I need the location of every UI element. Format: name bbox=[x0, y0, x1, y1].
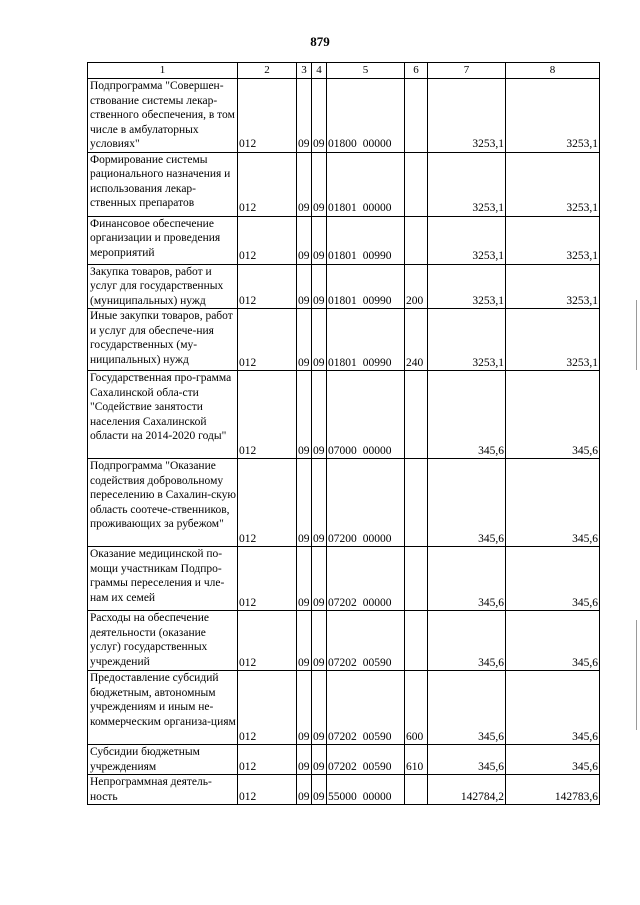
direction-code: 00000 bbox=[362, 138, 392, 150]
program-code: 01801 bbox=[328, 202, 357, 214]
subsection-code: 09 bbox=[312, 371, 327, 459]
target-article-code bbox=[327, 547, 405, 611]
direction-code: 00590 bbox=[362, 656, 392, 669]
table-row bbox=[88, 547, 600, 611]
expense-type-code bbox=[405, 371, 428, 459]
program-code: 01801 bbox=[328, 250, 357, 262]
expense-type-code: 610 bbox=[405, 745, 428, 775]
section-code: 09 bbox=[297, 547, 312, 611]
amount-year-1: 345,6 bbox=[428, 459, 506, 547]
amount-year-2: 3253,1 bbox=[506, 309, 600, 371]
row-name: Оказание медицинской по-мощи участникам Подпро-граммы переселения и чле-нам их семей bbox=[88, 547, 238, 611]
table-row bbox=[88, 775, 600, 805]
target-article-code bbox=[327, 309, 405, 371]
program-code: 07202 bbox=[328, 596, 357, 609]
table-row bbox=[88, 79, 600, 153]
target-article-code bbox=[327, 216, 405, 264]
ministry-code: 012 bbox=[238, 309, 297, 371]
expense-type-code bbox=[405, 79, 428, 153]
expense-type-code: 240 bbox=[405, 309, 428, 371]
row-name: Государственная про-грамма Сахалинской обла-сти "Содействие занятости населения Сахалинской области на 2014-2020 годы" bbox=[88, 371, 238, 459]
target-article-code bbox=[327, 264, 405, 309]
subsection-code: 09 bbox=[312, 216, 327, 264]
subsection-code: 09 bbox=[312, 671, 327, 745]
direction-code: 00000 bbox=[362, 532, 392, 545]
subsection-code: 09 bbox=[312, 745, 327, 775]
table-row bbox=[88, 611, 600, 671]
row-name: Финансовое обеспечение организации и проведения мероприятий bbox=[88, 216, 238, 264]
table-body bbox=[88, 63, 600, 805]
expense-type-code: 600 bbox=[405, 671, 428, 745]
row-name: Иные закупки товаров, работ и услуг для обеспече-ния государственных (му-ниципальных) нужд bbox=[88, 309, 238, 371]
subsection-code: 09 bbox=[312, 264, 327, 309]
section-code: 09 bbox=[297, 671, 312, 745]
amount-year-2: 345,6 bbox=[506, 371, 600, 459]
direction-code: 00990 bbox=[362, 356, 392, 369]
target-article-code bbox=[327, 152, 405, 216]
direction-code: 00590 bbox=[362, 730, 392, 743]
direction-code: 00990 bbox=[362, 250, 392, 262]
amount-year-2: 345,6 bbox=[506, 611, 600, 671]
amount-year-1: 345,6 bbox=[428, 547, 506, 611]
column-number: 6 bbox=[405, 63, 428, 79]
program-code: 01800 bbox=[328, 138, 357, 150]
column-number: 8 bbox=[506, 63, 600, 79]
ministry-code: 012 bbox=[238, 216, 297, 264]
expense-type-code: 200 bbox=[405, 264, 428, 309]
amount-year-1: 345,6 bbox=[428, 611, 506, 671]
program-code: 07202 bbox=[328, 760, 357, 773]
expense-type-code bbox=[405, 611, 428, 671]
expense-type-code bbox=[405, 775, 428, 805]
amount-year-1: 142784,2 bbox=[428, 775, 506, 805]
subsection-code: 09 bbox=[312, 611, 327, 671]
amount-year-2: 3253,1 bbox=[506, 216, 600, 264]
section-code: 09 bbox=[297, 309, 312, 371]
program-code: 07200 bbox=[328, 532, 357, 545]
subsection-code: 09 bbox=[312, 79, 327, 153]
direction-code: 00990 bbox=[362, 294, 392, 307]
target-article-code bbox=[327, 79, 405, 153]
row-name: Подпрограмма "Оказание содействия добровольному переселению в Сахалин-скую область соотече-ственников, проживающих за рубежом" bbox=[88, 459, 238, 547]
section-code: 09 bbox=[297, 745, 312, 775]
expense-type-code bbox=[405, 547, 428, 611]
row-name: Субсидии бюджетным учреждениям bbox=[88, 745, 238, 775]
table-row bbox=[88, 309, 600, 371]
expense-type-code bbox=[405, 216, 428, 264]
program-code: 01801 bbox=[328, 356, 357, 369]
row-name: Предоставление субсидий бюджетным, автономным учреждениям и иным не-коммерческим организа-циям bbox=[88, 671, 238, 745]
section-code: 09 bbox=[297, 264, 312, 309]
amount-year-2: 3253,1 bbox=[506, 264, 600, 309]
table-row bbox=[88, 745, 600, 775]
column-number: 7 bbox=[428, 63, 506, 79]
section-code: 09 bbox=[297, 152, 312, 216]
amount-year-2: 345,6 bbox=[506, 745, 600, 775]
section-code: 09 bbox=[297, 459, 312, 547]
table-row bbox=[88, 264, 600, 309]
budget-table bbox=[87, 62, 600, 805]
amount-year-1: 3253,1 bbox=[428, 79, 506, 153]
table-row bbox=[88, 216, 600, 264]
column-number: 1 bbox=[88, 63, 238, 79]
direction-code: 00000 bbox=[362, 596, 392, 609]
subsection-code: 09 bbox=[312, 459, 327, 547]
direction-code: 00000 bbox=[362, 444, 392, 457]
expense-type-code bbox=[405, 152, 428, 216]
table-row bbox=[88, 459, 600, 547]
direction-code: 00590 bbox=[362, 760, 392, 773]
program-code: 07202 bbox=[328, 730, 357, 743]
ministry-code: 012 bbox=[238, 371, 297, 459]
amount-year-1: 3253,1 bbox=[428, 264, 506, 309]
ministry-code: 012 bbox=[238, 152, 297, 216]
amount-year-1: 345,6 bbox=[428, 371, 506, 459]
column-number: 2 bbox=[238, 63, 297, 79]
ministry-code: 012 bbox=[238, 459, 297, 547]
amount-year-1: 3253,1 bbox=[428, 309, 506, 371]
direction-code: 00000 bbox=[362, 790, 392, 803]
subsection-code: 09 bbox=[312, 309, 327, 371]
scan-edge-mark bbox=[636, 620, 637, 730]
row-name: Непрограммная деятель-ность bbox=[88, 775, 238, 805]
ministry-code: 012 bbox=[238, 79, 297, 153]
amount-year-2: 345,6 bbox=[506, 671, 600, 745]
ministry-code: 012 bbox=[238, 671, 297, 745]
section-code: 09 bbox=[297, 79, 312, 153]
direction-code: 00000 bbox=[362, 202, 392, 214]
table-row bbox=[88, 371, 600, 459]
target-article-code bbox=[327, 671, 405, 745]
subsection-code: 09 bbox=[312, 775, 327, 805]
expense-type-code bbox=[405, 459, 428, 547]
section-code: 09 bbox=[297, 611, 312, 671]
ministry-code: 012 bbox=[238, 611, 297, 671]
target-article-code bbox=[327, 775, 405, 805]
row-name: Расходы на обеспечение деятельности (оказание услуг) государственных учреждений bbox=[88, 611, 238, 671]
column-number-row bbox=[88, 63, 600, 79]
target-article-code bbox=[327, 611, 405, 671]
section-code: 09 bbox=[297, 371, 312, 459]
amount-year-2: 3253,1 bbox=[506, 152, 600, 216]
section-code: 09 bbox=[297, 775, 312, 805]
section-code: 09 bbox=[297, 216, 312, 264]
amount-year-1: 3253,1 bbox=[428, 152, 506, 216]
amount-year-2: 3253,1 bbox=[506, 79, 600, 153]
amount-year-2: 345,6 bbox=[506, 459, 600, 547]
program-code: 07202 bbox=[328, 656, 357, 669]
ministry-code: 012 bbox=[238, 547, 297, 611]
amount-year-1: 3253,1 bbox=[428, 216, 506, 264]
column-number: 5 bbox=[327, 63, 405, 79]
program-code: 01801 bbox=[328, 294, 357, 307]
column-number: 3 bbox=[297, 63, 312, 79]
amount-year-2: 345,6 bbox=[506, 547, 600, 611]
target-article-code bbox=[327, 371, 405, 459]
program-code: 07000 bbox=[328, 444, 357, 457]
amount-year-1: 345,6 bbox=[428, 671, 506, 745]
amount-year-2: 142783,6 bbox=[506, 775, 600, 805]
table-row bbox=[88, 671, 600, 745]
page-number: 879 bbox=[310, 34, 330, 49]
table-row bbox=[88, 152, 600, 216]
ministry-code: 012 bbox=[238, 264, 297, 309]
row-name: Подпрограмма "Совершен-ствование системы лекар-ственного обеспечения, в том числе в амбулаторных условиях" bbox=[88, 79, 238, 153]
column-number: 4 bbox=[312, 63, 327, 79]
amount-year-1: 345,6 bbox=[428, 745, 506, 775]
scan-edge-mark bbox=[636, 300, 637, 370]
ministry-code: 012 bbox=[238, 775, 297, 805]
row-name: Формирование системы рационального назначения и использования лекар-ственных препаратов bbox=[88, 152, 238, 216]
target-article-code bbox=[327, 459, 405, 547]
target-article-code bbox=[327, 745, 405, 775]
subsection-code: 09 bbox=[312, 547, 327, 611]
row-name: Закупка товаров, работ и услуг для государственных (муниципальных) нужд bbox=[88, 264, 238, 309]
program-code: 55000 bbox=[328, 790, 357, 803]
ministry-code: 012 bbox=[238, 745, 297, 775]
subsection-code: 09 bbox=[312, 152, 327, 216]
